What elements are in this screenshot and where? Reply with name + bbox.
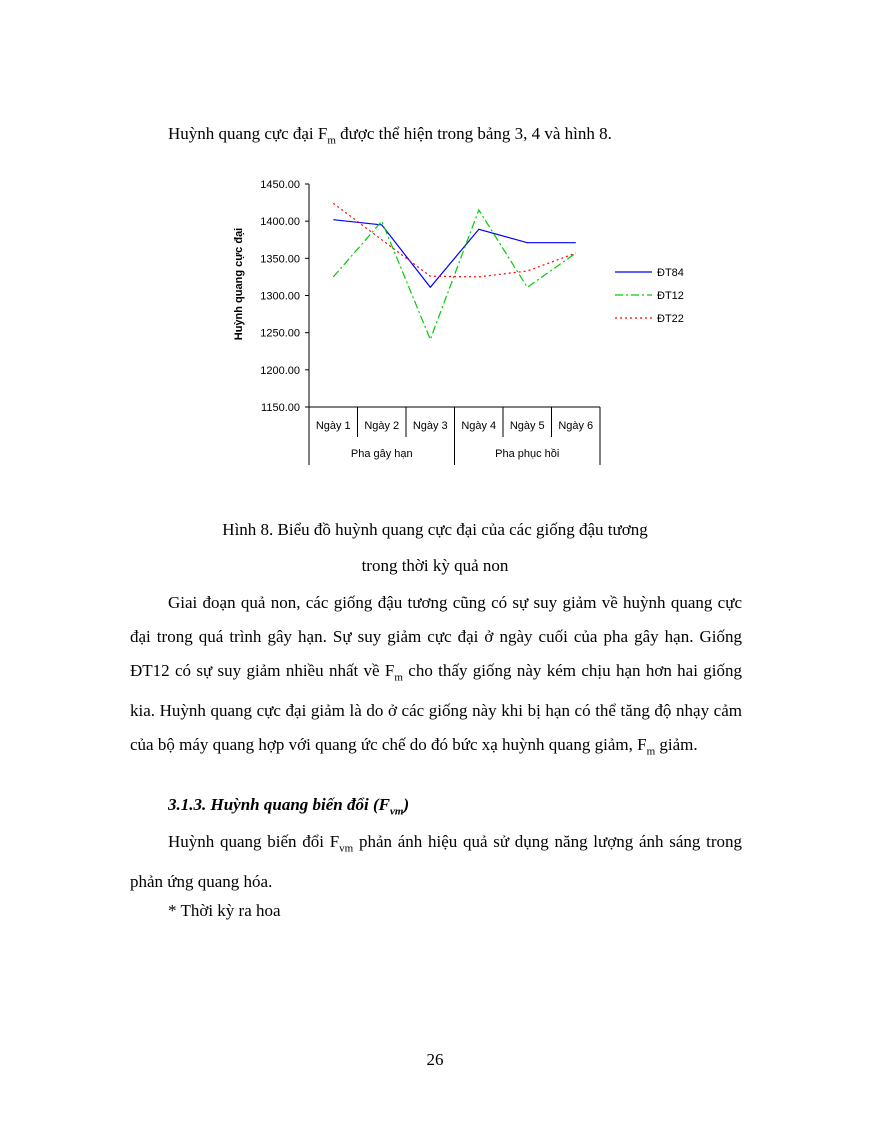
x-group-label: Pha phục hồi bbox=[495, 448, 560, 460]
y-tick-label: 1250.00 bbox=[260, 327, 300, 340]
paragraph-1-sub2: m bbox=[646, 745, 656, 758]
y-tick-label: 1450.00 bbox=[260, 179, 300, 191]
paragraph-1-text-mid: cho thấy giống này kém chịu hạn hơn hai giống kia. Huỳnh quang cực đại giảm là do ở các giống này khi bị hạn có thể tăng độ nhạy cảm của bộ máy quang hợp với quang ức chế do đó bức xạ huỳnh quang giảm, F bbox=[130, 661, 742, 755]
chart-legend bbox=[615, 267, 684, 325]
y-tick-label: 1300.00 bbox=[260, 290, 300, 303]
paragraph-2-sub: vm bbox=[339, 842, 354, 855]
series-line-3 bbox=[333, 203, 576, 277]
y-tick-label: 1400.00 bbox=[260, 216, 300, 229]
series-line-1 bbox=[333, 220, 576, 288]
series-line-2 bbox=[333, 210, 576, 339]
section-heading-text: 3.1.3. Huỳnh quang biến đổi (F bbox=[168, 795, 390, 814]
intro-text: Huỳnh quang cực đại F bbox=[168, 124, 328, 143]
series-lines bbox=[333, 203, 576, 339]
paragraph-2 bbox=[130, 825, 742, 899]
figure-caption-line2: trong thời kỳ quả non bbox=[361, 556, 509, 575]
figure-caption-line1: Hình 8. Biểu đồ huỳnh quang cực đại của các giống đậu tương bbox=[222, 520, 648, 539]
intro-subscript: m bbox=[327, 134, 336, 147]
paragraph-1-text-end: giảm. bbox=[655, 735, 698, 755]
bullet-item: * Thời kỳ ra hoa bbox=[168, 901, 281, 920]
y-tick-label: 1150.00 bbox=[261, 402, 300, 414]
x-tick-label: Ngày 2 bbox=[364, 420, 400, 432]
paragraph-2-text-end: phản ánh hiệu quả sử dụng năng lượng ánh sáng trong phản ứng quang hóa. bbox=[130, 832, 742, 892]
legend-label: ĐT84 bbox=[657, 267, 684, 279]
paragraph-2-text: Huỳnh quang biến đổi F bbox=[168, 832, 340, 851]
legend-label: ĐT22 bbox=[657, 313, 684, 325]
paragraph-1 bbox=[130, 586, 742, 769]
legend-label: ĐT12 bbox=[657, 290, 684, 302]
intro-text-end: được thể hiện trong bảng 3, 4 và hình 8. bbox=[335, 124, 612, 143]
paragraph-1-text: Giai đoạn quả non, các giống đậu tương cũng có sự suy giảm về huỳnh quang cực đại trong quá trình gây hạn. Sự suy giảm cực đại ở ngày cuối của pha gây hạn. Giống ĐT12 có sự suy giảm nhiều nhất về F bbox=[130, 593, 742, 680]
x-tick-label: Ngày 3 bbox=[412, 420, 448, 432]
fm-line-chart bbox=[220, 172, 684, 472]
y-tick-label: 1350.00 bbox=[260, 253, 300, 266]
paragraph-1-sub1: m bbox=[394, 671, 403, 684]
x-group-label: Pha gây hạn bbox=[350, 448, 413, 460]
section-heading bbox=[168, 795, 409, 817]
intro-sentence bbox=[168, 124, 612, 146]
y-tick-labels bbox=[260, 179, 300, 414]
x-tick-label: Ngày 4 bbox=[461, 420, 497, 432]
x-tick-label: Ngày 1 bbox=[315, 420, 351, 432]
y-tick-label: 1200.00 bbox=[260, 364, 300, 377]
y-axis-title: Huỳnh quang cực đại bbox=[233, 227, 245, 341]
section-heading-sub: vm bbox=[390, 805, 404, 818]
page-number: 26 bbox=[426, 1050, 444, 1069]
section-heading-close: ) bbox=[403, 795, 410, 814]
x-tick-label: Ngày 5 bbox=[509, 420, 545, 432]
x-tick-label: Ngày 6 bbox=[558, 420, 594, 432]
